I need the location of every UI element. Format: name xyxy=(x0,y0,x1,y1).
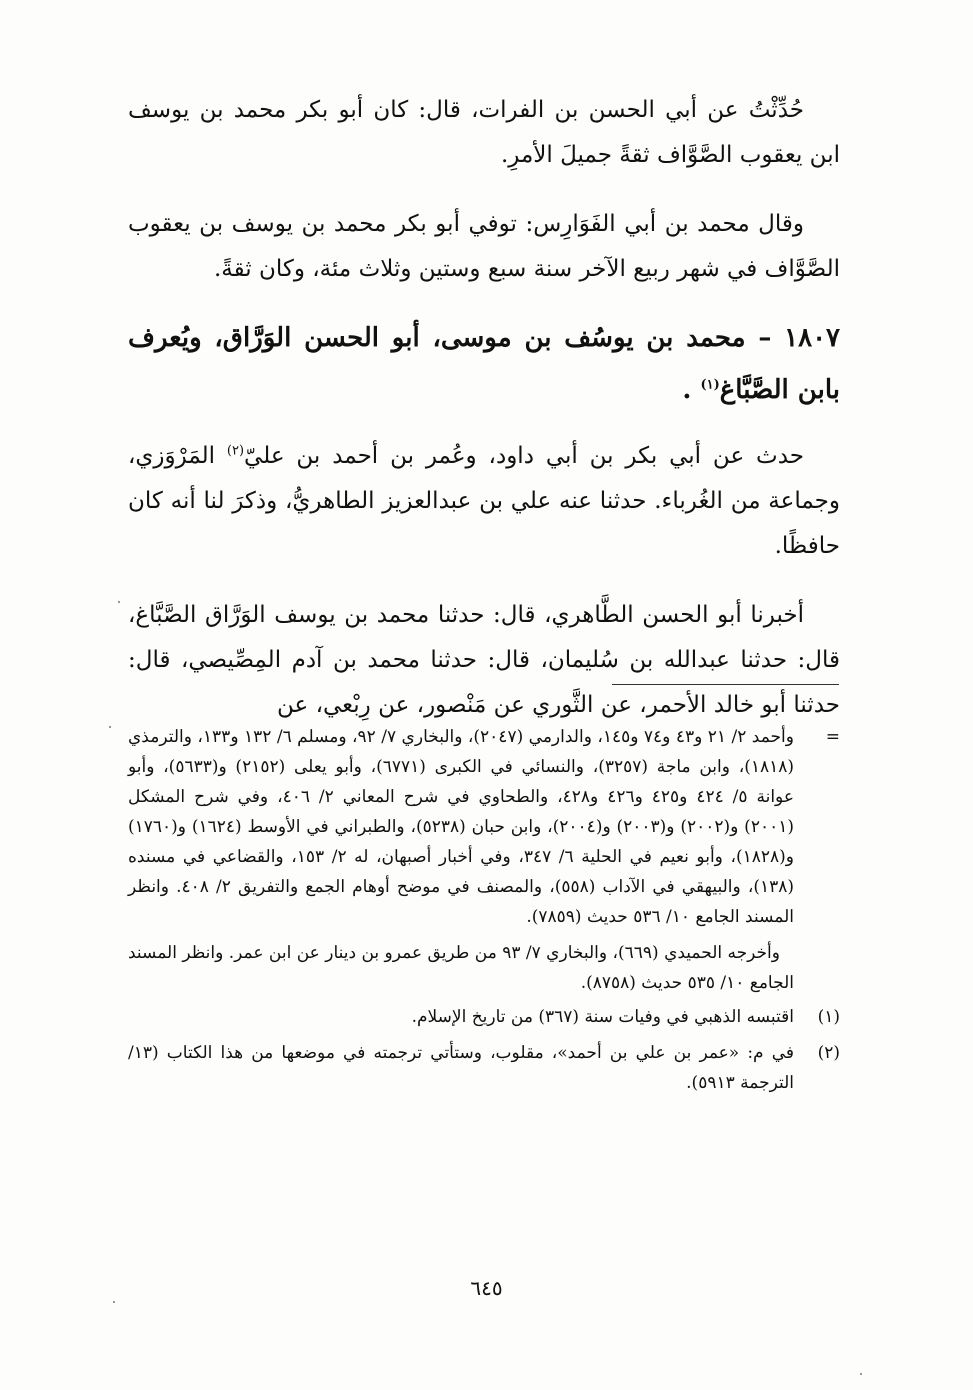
scan-speck xyxy=(109,726,111,728)
scan-speck xyxy=(113,1301,115,1303)
heading-end: . xyxy=(682,375,692,405)
main-text xyxy=(128,88,840,728)
paragraph-ibn-abi-alfawaris: وقال محمد بن أبي الفَوَارِس: توفي أبو بكر محمد بن يوسف بن يعقوب الصَّوَّاف في شهر ربيع الآخر سنة سبع وستين وثلاث مئة، وكان ثقةً. xyxy=(128,211,840,282)
footnote-separator xyxy=(612,684,839,685)
biography-text-2: المَرْوَزي، وجماعة من الغُرباء. حدثنا عنه علي بن عبدالعزيز الطاهريُّ، وذكرَ لنا أنه كان حافظًا. xyxy=(128,443,840,559)
footnote-marker-1: (١) xyxy=(817,1007,840,1027)
heading-text: ١٨٠٧ – محمد بن يوسُف بن موسى، أبو الحسن الوَرَّاق، ويُعرف بابن الصَّبَّاغ xyxy=(128,323,840,405)
footnote-ref-2: (٢) xyxy=(226,443,245,459)
footnote-text-1: اقتبسه الذهبي في وفيات سنة (٣٦٧) من تاريخ الإسلام. xyxy=(411,1007,794,1027)
footnote-text-2: في م: «عمر بن علي بن أحمد»، مقلوب، وستأتي ترجمته في موضعها من هذا الكتاب (١٣/ الترجمة ٥٩١٣). xyxy=(128,1043,794,1093)
page-number: ٦٤٥ xyxy=(470,1276,503,1300)
paragraph-ibn-alfurat: حُدِّثْتُ عن أبي الحسن بن الفرات، قال: كان أبو بكر محمد بن يوسف ابن يعقوب الصَّوَّاف ثقةً جميلَ الأمرِ. xyxy=(128,97,840,168)
scan-speck xyxy=(860,1373,862,1375)
biography-text-1: حدث عن أبي بكر بن أبي داود، وعُمر بن أحمد بن عليّ xyxy=(244,443,804,469)
continuation-text: وأحمد ٢/ ٢١ و٤٣ و٧٤ و١٤٥، والدارمي (٢٠٤٧)، والبخاري ٧/ ٩٢، ومسلم ٦/ ١٣٢ و١٣٣، والترمذي (١٨١٨)، وابن ماجة (٣٢٥٧)، والنسائي في الكبرى (٦٧٧١)، وأبو يعلى (٢١٥٢) و(٥٦٣٣)، وأبو عوانة ٥/ ٤٢٤ و٤٢٥ و٤٢٦ و٤٢٨، والطحاوي في شرح المعاني ٢/ ٤٠٦، وفي شرح المشكل (٢٠٠١) و(٢٠٠٢) و(٢٠٠٣) و(٢٠٠٤)، وابن حبان (٥٢٣٨)، والطبراني في الأوسط (١٦٢٤) و(١٧٦٠) و(١٨٢٨)، وأبو نعيم في الحلية ٦/ ٣٤٧، وفي أخبار أصبهان، له ٢/ ١٥٣، والقضاعي في مسنده (١٣٨)، والبيهقي في الآداب (٥٥٨)، والمصنف في موضح أوهام الجمع والتفريق ٢/ ٤٠٨. وانظر المسند الجامع ١٠/ ٥٣٦ حديث (٧٨٥٩). xyxy=(128,727,795,927)
footnote-marker-2: (٢) xyxy=(817,1043,840,1063)
paragraph-isnad: أخبرنا أبو الحسن الطَّاهري، قال: حدثنا محمد بن يوسف الوَرَّاق الصَّبَّاغ، قال: حدثنا عبدالله بن سُليمان، قال: حدثنا محمد بن آدم المِصِّيصي، قال: حدثنا أبو خالد الأحمر، عن الثَّوري عن مَنْصور، عن رِبْعي، عن xyxy=(128,602,840,718)
footnote-2 xyxy=(128,1038,840,1098)
paragraph-biography xyxy=(128,434,840,569)
footnotes xyxy=(128,722,840,1104)
footnote-1 xyxy=(128,1002,840,1032)
footnote-ref-1: (١) xyxy=(700,377,720,393)
continuation-marker: = xyxy=(825,727,840,747)
footnote-extra: وأخرجه الحميدي (٦٦٩)، والبخاري ٧/ ٩٣ من طريق عمرو بن دينار عن ابن عمر. وانظر المسند الجامع ١٠/ ٥٣٥ حديث (٨٧٥٨). xyxy=(128,943,794,993)
footnote-continuation xyxy=(128,722,840,932)
scan-speck xyxy=(118,601,120,603)
biography-heading xyxy=(128,312,840,416)
